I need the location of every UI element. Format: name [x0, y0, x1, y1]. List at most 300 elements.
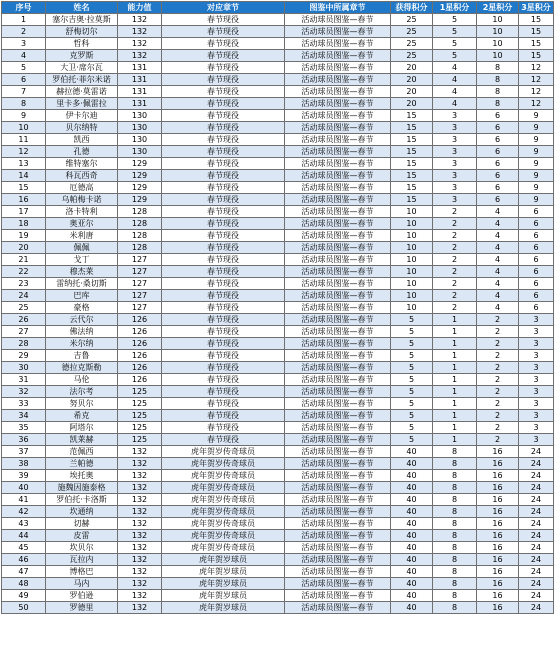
- table-cell[interactable]: 132: [118, 518, 162, 530]
- table-cell[interactable]: 15: [391, 182, 433, 194]
- table-cell[interactable]: 16: [477, 518, 519, 530]
- table-cell[interactable]: 5: [433, 14, 477, 26]
- table-cell[interactable]: 活动球员图鉴—春节: [285, 506, 391, 518]
- table-cell[interactable]: 活动球员图鉴—春节: [285, 326, 391, 338]
- table-cell[interactable]: 40: [391, 542, 433, 554]
- table-cell[interactable]: 40: [391, 482, 433, 494]
- table-cell[interactable]: 48: [2, 578, 46, 590]
- table-cell[interactable]: 科瓦西奇: [46, 170, 118, 182]
- table-cell[interactable]: 虎年贺岁传奇球员: [162, 446, 285, 458]
- table-cell[interactable]: 10: [477, 26, 519, 38]
- table-cell[interactable]: 春节现役: [162, 98, 285, 110]
- table-cell[interactable]: 活动球员图鉴—春节: [285, 266, 391, 278]
- table-cell[interactable]: 32: [2, 386, 46, 398]
- table-cell[interactable]: 12: [2, 146, 46, 158]
- table-cell[interactable]: 29: [2, 350, 46, 362]
- table-cell[interactable]: 9: [519, 146, 554, 158]
- table-cell[interactable]: 10: [391, 206, 433, 218]
- table-cell[interactable]: 12: [519, 62, 554, 74]
- table-cell[interactable]: 雷纳托·桑切斯: [46, 278, 118, 290]
- table-cell[interactable]: 活动球员图鉴—春节: [285, 74, 391, 86]
- table-cell[interactable]: 10: [391, 290, 433, 302]
- table-cell[interactable]: 8: [433, 542, 477, 554]
- table-cell[interactable]: 6: [477, 170, 519, 182]
- table-cell[interactable]: 马内: [46, 578, 118, 590]
- table-cell[interactable]: 16: [477, 458, 519, 470]
- table-cell[interactable]: 40: [391, 554, 433, 566]
- table-cell[interactable]: 130: [118, 122, 162, 134]
- header-cell[interactable]: 能力值: [118, 2, 162, 14]
- table-cell[interactable]: 6: [519, 206, 554, 218]
- table-cell[interactable]: 45: [2, 542, 46, 554]
- table-cell[interactable]: 虎年贺岁球员: [162, 578, 285, 590]
- table-cell[interactable]: 3: [519, 326, 554, 338]
- table-cell[interactable]: 4: [433, 86, 477, 98]
- table-cell[interactable]: 舒梅切尔: [46, 26, 118, 38]
- table-cell[interactable]: 埃托奥: [46, 470, 118, 482]
- table-cell[interactable]: 春节现役: [162, 254, 285, 266]
- table-cell[interactable]: 春节现役: [162, 386, 285, 398]
- table-cell[interactable]: 129: [118, 170, 162, 182]
- table-cell[interactable]: 15: [391, 194, 433, 206]
- table-cell[interactable]: 132: [118, 602, 162, 614]
- table-cell[interactable]: 15: [391, 170, 433, 182]
- table-cell[interactable]: 春节现役: [162, 134, 285, 146]
- table-cell[interactable]: 豪格: [46, 302, 118, 314]
- table-cell[interactable]: 9: [519, 110, 554, 122]
- table-cell[interactable]: 春节现役: [162, 62, 285, 74]
- header-cell[interactable]: 序号: [2, 2, 46, 14]
- table-cell[interactable]: 活动球员图鉴—春节: [285, 218, 391, 230]
- table-cell[interactable]: 活动球员图鉴—春节: [285, 494, 391, 506]
- table-cell[interactable]: 虎年贺岁传奇球员: [162, 506, 285, 518]
- table-cell[interactable]: 大卫·席尔瓦: [46, 62, 118, 74]
- table-cell[interactable]: 活动球员图鉴—春节: [285, 182, 391, 194]
- table-cell[interactable]: 15: [2, 182, 46, 194]
- table-cell[interactable]: 活动球员图鉴—春节: [285, 158, 391, 170]
- table-cell[interactable]: 罗德里: [46, 602, 118, 614]
- table-cell[interactable]: 49: [2, 590, 46, 602]
- table-cell[interactable]: 5: [391, 422, 433, 434]
- table-cell[interactable]: 4: [433, 74, 477, 86]
- table-cell[interactable]: 活动球员图鉴—春节: [285, 422, 391, 434]
- table-cell[interactable]: 40: [391, 602, 433, 614]
- table-cell[interactable]: 2: [477, 398, 519, 410]
- table-cell[interactable]: 奥亚尔: [46, 218, 118, 230]
- table-cell[interactable]: 春节现役: [162, 350, 285, 362]
- table-cell[interactable]: 33: [2, 398, 46, 410]
- table-cell[interactable]: 132: [118, 554, 162, 566]
- table-cell[interactable]: 春节现役: [162, 206, 285, 218]
- table-cell[interactable]: 3: [519, 314, 554, 326]
- table-cell[interactable]: 活动球员图鉴—春节: [285, 242, 391, 254]
- table-cell[interactable]: 4: [477, 230, 519, 242]
- table-cell[interactable]: 25: [2, 302, 46, 314]
- table-cell[interactable]: 塞尔吉奥·拉莫斯: [46, 14, 118, 26]
- table-cell[interactable]: 16: [477, 470, 519, 482]
- table-cell[interactable]: 126: [118, 338, 162, 350]
- table-cell[interactable]: 8: [433, 494, 477, 506]
- table-cell[interactable]: 2: [433, 302, 477, 314]
- table-cell[interactable]: 活动球员图鉴—春节: [285, 194, 391, 206]
- table-cell[interactable]: 罗伯托·卡洛斯: [46, 494, 118, 506]
- table-cell[interactable]: 8: [433, 590, 477, 602]
- table-cell[interactable]: 哲科: [46, 38, 118, 50]
- table-cell[interactable]: 活动球员图鉴—春节: [285, 26, 391, 38]
- table-cell[interactable]: 128: [118, 218, 162, 230]
- table-cell[interactable]: 5: [433, 50, 477, 62]
- table-cell[interactable]: 5: [391, 410, 433, 422]
- table-cell[interactable]: 活动球员图鉴—春节: [285, 86, 391, 98]
- table-cell[interactable]: 16: [477, 590, 519, 602]
- table-cell[interactable]: 16: [477, 482, 519, 494]
- table-cell[interactable]: 活动球员图鉴—春节: [285, 110, 391, 122]
- table-cell[interactable]: 2: [433, 278, 477, 290]
- table-cell[interactable]: 春节现役: [162, 14, 285, 26]
- table-cell[interactable]: 春节现役: [162, 182, 285, 194]
- table-cell[interactable]: 132: [118, 578, 162, 590]
- table-cell[interactable]: 132: [118, 530, 162, 542]
- table-cell[interactable]: 春节现役: [162, 158, 285, 170]
- table-cell[interactable]: 活动球员图鉴—春节: [285, 374, 391, 386]
- table-cell[interactable]: 36: [2, 434, 46, 446]
- table-cell[interactable]: 20: [391, 86, 433, 98]
- table-cell[interactable]: 3: [2, 38, 46, 50]
- table-cell[interactable]: 皮雷: [46, 530, 118, 542]
- table-cell[interactable]: 44: [2, 530, 46, 542]
- table-cell[interactable]: 16: [477, 542, 519, 554]
- table-cell[interactable]: 24: [2, 290, 46, 302]
- table-cell[interactable]: 19: [2, 230, 46, 242]
- table-cell[interactable]: 虎年贺岁球员: [162, 602, 285, 614]
- table-cell[interactable]: 春节现役: [162, 278, 285, 290]
- table-cell[interactable]: 24: [519, 554, 554, 566]
- table-cell[interactable]: 活动球员图鉴—春节: [285, 542, 391, 554]
- table-cell[interactable]: 2: [477, 374, 519, 386]
- table-cell[interactable]: 24: [519, 542, 554, 554]
- table-cell[interactable]: 46: [2, 554, 46, 566]
- table-cell[interactable]: 2: [477, 386, 519, 398]
- table-cell[interactable]: 4: [433, 62, 477, 74]
- table-cell[interactable]: 德拉克斯勒: [46, 362, 118, 374]
- table-cell[interactable]: 3: [519, 338, 554, 350]
- table-cell[interactable]: 穆杰莱: [46, 266, 118, 278]
- table-cell[interactable]: 法尔考: [46, 386, 118, 398]
- table-cell[interactable]: 活动球员图鉴—春节: [285, 398, 391, 410]
- table-cell[interactable]: 6: [477, 194, 519, 206]
- table-cell[interactable]: 6: [519, 254, 554, 266]
- table-cell[interactable]: 25: [391, 26, 433, 38]
- table-cell[interactable]: 9: [519, 194, 554, 206]
- table-cell[interactable]: 里卡多·佩雷拉: [46, 98, 118, 110]
- table-cell[interactable]: 虎年贺岁传奇球员: [162, 470, 285, 482]
- table-cell[interactable]: 8: [433, 578, 477, 590]
- table-cell[interactable]: 23: [2, 278, 46, 290]
- table-cell[interactable]: 132: [118, 506, 162, 518]
- table-cell[interactable]: 20: [391, 98, 433, 110]
- table-cell[interactable]: 15: [519, 14, 554, 26]
- table-cell[interactable]: 5: [391, 314, 433, 326]
- table-cell[interactable]: 春节现役: [162, 302, 285, 314]
- table-cell[interactable]: 3: [433, 110, 477, 122]
- header-cell[interactable]: 1星积分: [433, 2, 477, 14]
- table-cell[interactable]: 8: [433, 554, 477, 566]
- table-cell[interactable]: 活动球员图鉴—春节: [285, 350, 391, 362]
- table-cell[interactable]: 1: [433, 338, 477, 350]
- table-cell[interactable]: 22: [2, 266, 46, 278]
- table-cell[interactable]: 春节现役: [162, 122, 285, 134]
- table-cell[interactable]: 春节现役: [162, 326, 285, 338]
- table-cell[interactable]: 5: [391, 338, 433, 350]
- table-cell[interactable]: 巴库: [46, 290, 118, 302]
- table-cell[interactable]: 35: [2, 422, 46, 434]
- table-cell[interactable]: 2: [477, 422, 519, 434]
- table-cell[interactable]: 10: [391, 218, 433, 230]
- table-cell[interactable]: 10: [391, 242, 433, 254]
- table-cell[interactable]: 15: [519, 38, 554, 50]
- table-cell[interactable]: 佛法纳: [46, 326, 118, 338]
- table-cell[interactable]: 1: [433, 434, 477, 446]
- table-cell[interactable]: 8: [477, 62, 519, 74]
- table-cell[interactable]: 春节现役: [162, 266, 285, 278]
- table-cell[interactable]: 虎年贺岁传奇球员: [162, 542, 285, 554]
- table-cell[interactable]: 24: [519, 530, 554, 542]
- table-cell[interactable]: 8: [433, 470, 477, 482]
- table-cell[interactable]: 8: [433, 530, 477, 542]
- table-cell[interactable]: 132: [118, 458, 162, 470]
- table-cell[interactable]: 虎年贺岁球员: [162, 566, 285, 578]
- table-cell[interactable]: 15: [391, 158, 433, 170]
- table-cell[interactable]: 6: [477, 122, 519, 134]
- table-cell[interactable]: 16: [477, 494, 519, 506]
- table-cell[interactable]: 3: [519, 422, 554, 434]
- table-cell[interactable]: 24: [519, 446, 554, 458]
- table-cell[interactable]: 阿塔尔: [46, 422, 118, 434]
- table-cell[interactable]: 3: [433, 170, 477, 182]
- table-cell[interactable]: 2: [477, 362, 519, 374]
- table-cell[interactable]: 2: [477, 326, 519, 338]
- table-cell[interactable]: 16: [477, 566, 519, 578]
- table-cell[interactable]: 40: [391, 446, 433, 458]
- table-cell[interactable]: 孔德: [46, 146, 118, 158]
- table-cell[interactable]: 132: [118, 542, 162, 554]
- table-cell[interactable]: 34: [2, 410, 46, 422]
- table-cell[interactable]: 127: [118, 266, 162, 278]
- table-cell[interactable]: 15: [391, 146, 433, 158]
- table-cell[interactable]: 8: [433, 446, 477, 458]
- table-cell[interactable]: 虎年贺岁传奇球员: [162, 458, 285, 470]
- table-cell[interactable]: 春节现役: [162, 314, 285, 326]
- table-cell[interactable]: 维特塞尔: [46, 158, 118, 170]
- table-cell[interactable]: 克罗斯: [46, 50, 118, 62]
- table-cell[interactable]: 1: [433, 350, 477, 362]
- table-cell[interactable]: 10: [391, 302, 433, 314]
- table-cell[interactable]: 2: [433, 242, 477, 254]
- table-cell[interactable]: 贝尔纳特: [46, 122, 118, 134]
- table-cell[interactable]: 43: [2, 518, 46, 530]
- table-cell[interactable]: 127: [118, 290, 162, 302]
- table-cell[interactable]: 40: [391, 470, 433, 482]
- table-cell[interactable]: 3: [519, 434, 554, 446]
- table-cell[interactable]: 17: [2, 206, 46, 218]
- table-cell[interactable]: 春节现役: [162, 242, 285, 254]
- table-cell[interactable]: 132: [118, 26, 162, 38]
- table-cell[interactable]: 10: [391, 230, 433, 242]
- table-cell[interactable]: 129: [118, 194, 162, 206]
- table-cell[interactable]: 努贝尔: [46, 398, 118, 410]
- table-cell[interactable]: 2: [477, 338, 519, 350]
- table-cell[interactable]: 10: [391, 266, 433, 278]
- table-cell[interactable]: 24: [519, 566, 554, 578]
- table-cell[interactable]: 4: [477, 302, 519, 314]
- table-cell[interactable]: 12: [519, 98, 554, 110]
- table-cell[interactable]: 希克: [46, 410, 118, 422]
- table-cell[interactable]: 春节现役: [162, 146, 285, 158]
- table-cell[interactable]: 1: [433, 386, 477, 398]
- table-cell[interactable]: 3: [433, 158, 477, 170]
- table-cell[interactable]: 5: [391, 350, 433, 362]
- table-cell[interactable]: 活动球员图鉴—春节: [285, 314, 391, 326]
- table-cell[interactable]: 125: [118, 386, 162, 398]
- table-cell[interactable]: 3: [433, 134, 477, 146]
- header-cell[interactable]: 对应章节: [162, 2, 285, 14]
- table-cell[interactable]: 127: [118, 278, 162, 290]
- table-cell[interactable]: 春节现役: [162, 398, 285, 410]
- table-cell[interactable]: 春节现役: [162, 38, 285, 50]
- table-cell[interactable]: 4: [477, 290, 519, 302]
- table-cell[interactable]: 6: [477, 146, 519, 158]
- table-cell[interactable]: 129: [118, 158, 162, 170]
- table-cell[interactable]: 40: [391, 590, 433, 602]
- table-cell[interactable]: 4: [2, 50, 46, 62]
- table-cell[interactable]: 40: [391, 458, 433, 470]
- table-cell[interactable]: 6: [519, 302, 554, 314]
- table-cell[interactable]: 125: [118, 422, 162, 434]
- table-cell[interactable]: 10: [391, 278, 433, 290]
- table-cell[interactable]: 春节现役: [162, 110, 285, 122]
- table-cell[interactable]: 24: [519, 506, 554, 518]
- table-cell[interactable]: 1: [433, 374, 477, 386]
- table-cell[interactable]: 1: [433, 398, 477, 410]
- table-cell[interactable]: 活动球员图鉴—春节: [285, 590, 391, 602]
- table-cell[interactable]: 伊卡尔迪: [46, 110, 118, 122]
- table-cell[interactable]: 春节现役: [162, 290, 285, 302]
- table-cell[interactable]: 40: [391, 506, 433, 518]
- table-cell[interactable]: 戈丁: [46, 254, 118, 266]
- table-cell[interactable]: 春节现役: [162, 338, 285, 350]
- table-cell[interactable]: 132: [118, 38, 162, 50]
- table-cell[interactable]: 132: [118, 482, 162, 494]
- table-cell[interactable]: 30: [2, 362, 46, 374]
- table-cell[interactable]: 28: [2, 338, 46, 350]
- table-cell[interactable]: 2: [433, 218, 477, 230]
- table-cell[interactable]: 活动球员图鉴—春节: [285, 230, 391, 242]
- table-cell[interactable]: 6: [519, 230, 554, 242]
- table-cell[interactable]: 130: [118, 110, 162, 122]
- table-cell[interactable]: 2: [2, 26, 46, 38]
- table-cell[interactable]: 125: [118, 434, 162, 446]
- table-cell[interactable]: 132: [118, 566, 162, 578]
- table-cell[interactable]: 3: [433, 194, 477, 206]
- table-cell[interactable]: 8: [433, 518, 477, 530]
- table-cell[interactable]: 活动球员图鉴—春节: [285, 206, 391, 218]
- table-cell[interactable]: 24: [519, 518, 554, 530]
- table-cell[interactable]: 132: [118, 446, 162, 458]
- table-cell[interactable]: 2: [433, 290, 477, 302]
- table-cell[interactable]: 9: [519, 158, 554, 170]
- table-cell[interactable]: 40: [391, 566, 433, 578]
- table-cell[interactable]: 马伦: [46, 374, 118, 386]
- table-cell[interactable]: 3: [519, 362, 554, 374]
- table-cell[interactable]: 14: [2, 170, 46, 182]
- table-cell[interactable]: 洛卡特利: [46, 206, 118, 218]
- table-cell[interactable]: 活动球员图鉴—春节: [285, 482, 391, 494]
- table-cell[interactable]: 131: [118, 86, 162, 98]
- table-cell[interactable]: 春节现役: [162, 86, 285, 98]
- table-cell[interactable]: 坎通纳: [46, 506, 118, 518]
- table-cell[interactable]: 16: [477, 578, 519, 590]
- table-cell[interactable]: 虎年贺岁传奇球员: [162, 518, 285, 530]
- table-cell[interactable]: 15: [391, 134, 433, 146]
- table-cell[interactable]: 16: [2, 194, 46, 206]
- table-cell[interactable]: 坎贝尔: [46, 542, 118, 554]
- table-cell[interactable]: 瓦拉内: [46, 554, 118, 566]
- table-cell[interactable]: 10: [2, 122, 46, 134]
- table-cell[interactable]: 活动球员图鉴—春节: [285, 362, 391, 374]
- header-cell[interactable]: 获得积分: [391, 2, 433, 14]
- table-cell[interactable]: 10: [477, 38, 519, 50]
- table-cell[interactable]: 26: [2, 314, 46, 326]
- table-cell[interactable]: 施魏因施泰格: [46, 482, 118, 494]
- table-cell[interactable]: 活动球员图鉴—春节: [285, 386, 391, 398]
- table-cell[interactable]: 2: [477, 314, 519, 326]
- header-cell[interactable]: 3星积分: [519, 2, 554, 14]
- table-cell[interactable]: 25: [391, 38, 433, 50]
- table-cell[interactable]: 126: [118, 362, 162, 374]
- table-cell[interactable]: 3: [433, 122, 477, 134]
- table-cell[interactable]: 罗伯逊: [46, 590, 118, 602]
- table-cell[interactable]: 25: [391, 50, 433, 62]
- table-cell[interactable]: 6: [519, 266, 554, 278]
- table-cell[interactable]: 活动球员图鉴—春节: [285, 278, 391, 290]
- header-cell[interactable]: 图鉴中所属章节: [285, 2, 391, 14]
- table-cell[interactable]: 5: [391, 374, 433, 386]
- table-cell[interactable]: 活动球员图鉴—春节: [285, 470, 391, 482]
- table-cell[interactable]: 春节现役: [162, 422, 285, 434]
- table-cell[interactable]: 6: [477, 110, 519, 122]
- table-cell[interactable]: 活动球员图鉴—春节: [285, 566, 391, 578]
- table-cell[interactable]: 126: [118, 314, 162, 326]
- table-cell[interactable]: 春节现役: [162, 374, 285, 386]
- table-cell[interactable]: 2: [433, 266, 477, 278]
- table-cell[interactable]: 40: [391, 494, 433, 506]
- table-cell[interactable]: 24: [519, 482, 554, 494]
- table-cell[interactable]: 1: [433, 314, 477, 326]
- table-cell[interactable]: 2: [477, 350, 519, 362]
- table-cell[interactable]: 5: [2, 62, 46, 74]
- table-cell[interactable]: 10: [477, 50, 519, 62]
- table-cell[interactable]: 博格巴: [46, 566, 118, 578]
- table-cell[interactable]: 活动球员图鉴—春节: [285, 134, 391, 146]
- table-cell[interactable]: 10: [477, 14, 519, 26]
- table-cell[interactable]: 9: [2, 110, 46, 122]
- table-cell[interactable]: 25: [391, 14, 433, 26]
- table-cell[interactable]: 活动球员图鉴—春节: [285, 50, 391, 62]
- table-cell[interactable]: 24: [519, 590, 554, 602]
- table-cell[interactable]: 125: [118, 398, 162, 410]
- table-cell[interactable]: 24: [519, 470, 554, 482]
- table-cell[interactable]: 3: [519, 410, 554, 422]
